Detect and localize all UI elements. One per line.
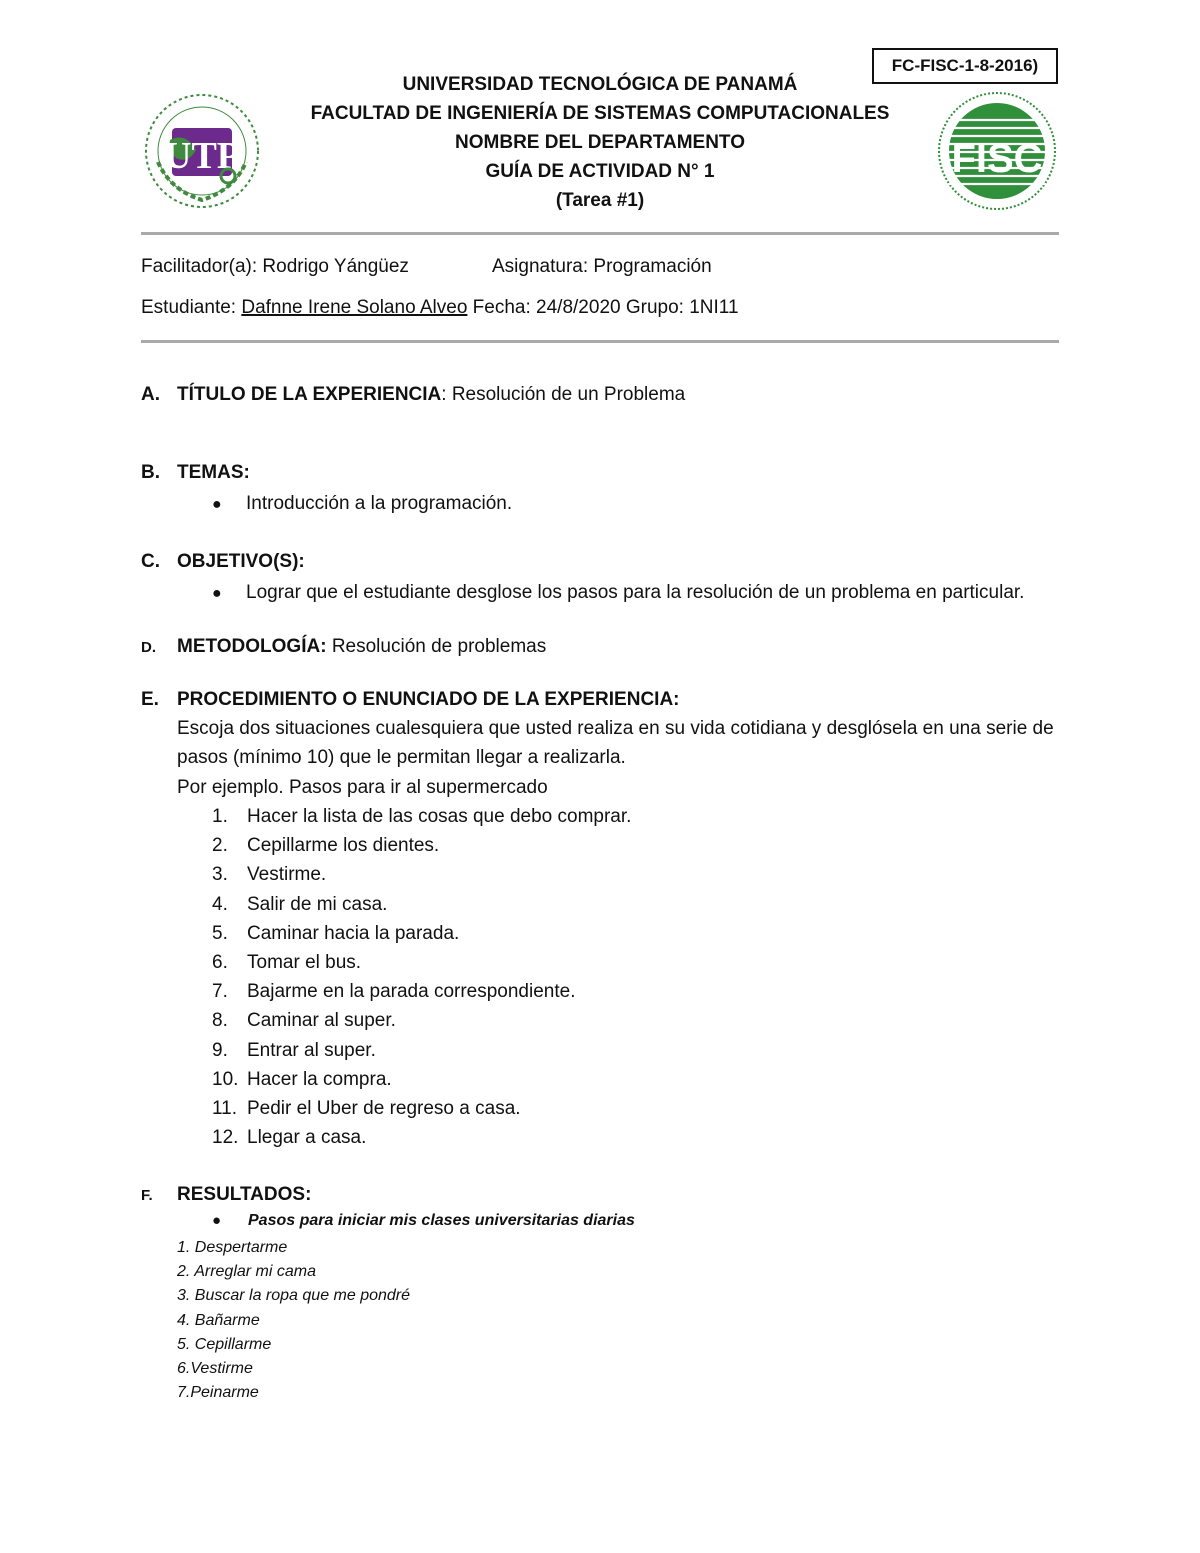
- section-letter: B.: [141, 462, 160, 483]
- facilitator-line: [141, 256, 409, 278]
- document-code: FC-FISC-1-8-2016): [891, 56, 1039, 75]
- guide-title: GUÍA DE ACTIVIDAD N° 1: [485, 161, 715, 182]
- section-letter: E.: [141, 689, 159, 710]
- section-letter: C.: [141, 551, 160, 572]
- list-item: 11. Pedir el Uber de regreso a casa.: [212, 1097, 521, 1119]
- fisc-logo: [934, 90, 1060, 212]
- section-title: RESULTADOS:: [177, 1184, 312, 1205]
- example-steps-list: [212, 802, 631, 1152]
- section-b: [141, 462, 250, 484]
- bullet-text: Lograr que el estudiante desglose los pasos para la resolución de un problema en particular.: [246, 582, 1025, 603]
- list-item: 5. Caminar hacia la parada.: [212, 922, 460, 944]
- section-text: Resolución de problemas: [326, 636, 547, 657]
- section-letter: F.: [141, 1187, 153, 1204]
- procedure-paragraph: Escoja dos situaciones cualesquiera que usted realiza en su vida cotidiana y desglósela en una serie de pasos (mínimo 10) que le permitan llegar a realizarla.: [177, 718, 1054, 768]
- department-name: NOMBRE DEL DEPARTAMENTO: [455, 132, 745, 153]
- list-item: 1. Despertarme: [177, 1239, 288, 1256]
- section-d: [141, 636, 546, 658]
- bullet-item: [212, 582, 1024, 604]
- list-item: 3. Buscar la ropa que me pondré: [177, 1287, 411, 1305]
- list-item: 2. Arreglar mi cama: [177, 1263, 316, 1281]
- subject-label: Asignatura:: [492, 256, 594, 277]
- list-item: 12. Llegar a casa.: [212, 1127, 367, 1149]
- header-divider: [141, 232, 1059, 235]
- student-line: [141, 297, 739, 319]
- list-item: 3. Vestirme.: [212, 864, 327, 886]
- list-item: 8. Caminar al super.: [212, 1010, 396, 1032]
- section-f: [141, 1184, 311, 1206]
- procedure-example: Por ejemplo. Pasos para ir al supermercado: [177, 777, 548, 798]
- bullet-text: Introducción a la programación.: [246, 493, 513, 514]
- section-title: TÍTULO DE LA EXPERIENCIA: [177, 384, 442, 405]
- list-item: 6. Tomar el bus.: [212, 951, 362, 973]
- subject-name: Programación: [593, 256, 712, 277]
- university-name: UNIVERSIDAD TECNOLÓGICA DE PANAMÁ: [402, 74, 798, 95]
- section-a: [141, 384, 685, 406]
- section-text: : Resolución de un Problema: [441, 384, 686, 405]
- list-item: 4. Bañarme: [177, 1311, 260, 1329]
- subject-line: [492, 256, 712, 278]
- faculty-name: FACULTAD DE INGENIERÍA DE SISTEMAS COMPUTACIONALES: [310, 103, 890, 124]
- section-e: [141, 689, 680, 711]
- section-title: OBJETIVO(S):: [177, 551, 305, 572]
- section-title: PROCEDIMIENTO O ENUNCIADO DE LA EXPERIENCIA:: [177, 689, 680, 710]
- bullet-icon: ●: [212, 1212, 222, 1229]
- date-group: Fecha: 24/8/2020 Grupo: 1NI11: [467, 297, 739, 318]
- utp-logo-letters: UTP: [164, 135, 240, 177]
- list-item: 5. Cepillarme: [177, 1335, 272, 1353]
- section-letter: D.: [141, 639, 156, 656]
- facilitator-name: Rodrigo Yángüez: [262, 256, 409, 277]
- document-header: [290, 70, 910, 215]
- list-item: 10. Hacer la compra.: [212, 1068, 392, 1090]
- list-item: 7.Peinarme: [177, 1384, 259, 1402]
- bullet-item: [212, 493, 512, 515]
- fisc-logo-letters: FISC: [951, 137, 1043, 181]
- list-item: 2. Cepillarme los dientes.: [212, 835, 440, 857]
- list-item: 7. Bajarme en la parada correspondiente.: [212, 981, 576, 1003]
- section-c: [141, 551, 305, 573]
- facilitator-label: Facilitador(a):: [141, 256, 263, 277]
- results-list: [177, 1236, 410, 1405]
- utp-logo: [140, 92, 264, 210]
- student-name: Dafnne Irene Solano Alveo: [241, 297, 468, 318]
- info-divider: [141, 340, 1059, 343]
- list-item: 1. Hacer la lista de las cosas que debo comprar.: [212, 806, 632, 827]
- task-number: (Tarea #1): [555, 190, 645, 211]
- list-item: 9. Entrar al super.: [212, 1039, 376, 1061]
- results-bullet: [212, 1212, 635, 1230]
- section-title: METODOLOGÍA:: [177, 636, 327, 657]
- bullet-icon: ●: [212, 496, 222, 513]
- list-item: 6.Vestirme: [177, 1359, 253, 1377]
- bullet-icon: ●: [212, 585, 222, 602]
- results-heading: Pasos para iniciar mis clases universitarias diarias: [248, 1212, 635, 1229]
- list-item: 4. Salir de mi casa.: [212, 893, 388, 915]
- section-title: TEMAS:: [177, 462, 250, 483]
- student-label: Estudiante:: [141, 297, 242, 318]
- section-letter: A.: [141, 384, 160, 405]
